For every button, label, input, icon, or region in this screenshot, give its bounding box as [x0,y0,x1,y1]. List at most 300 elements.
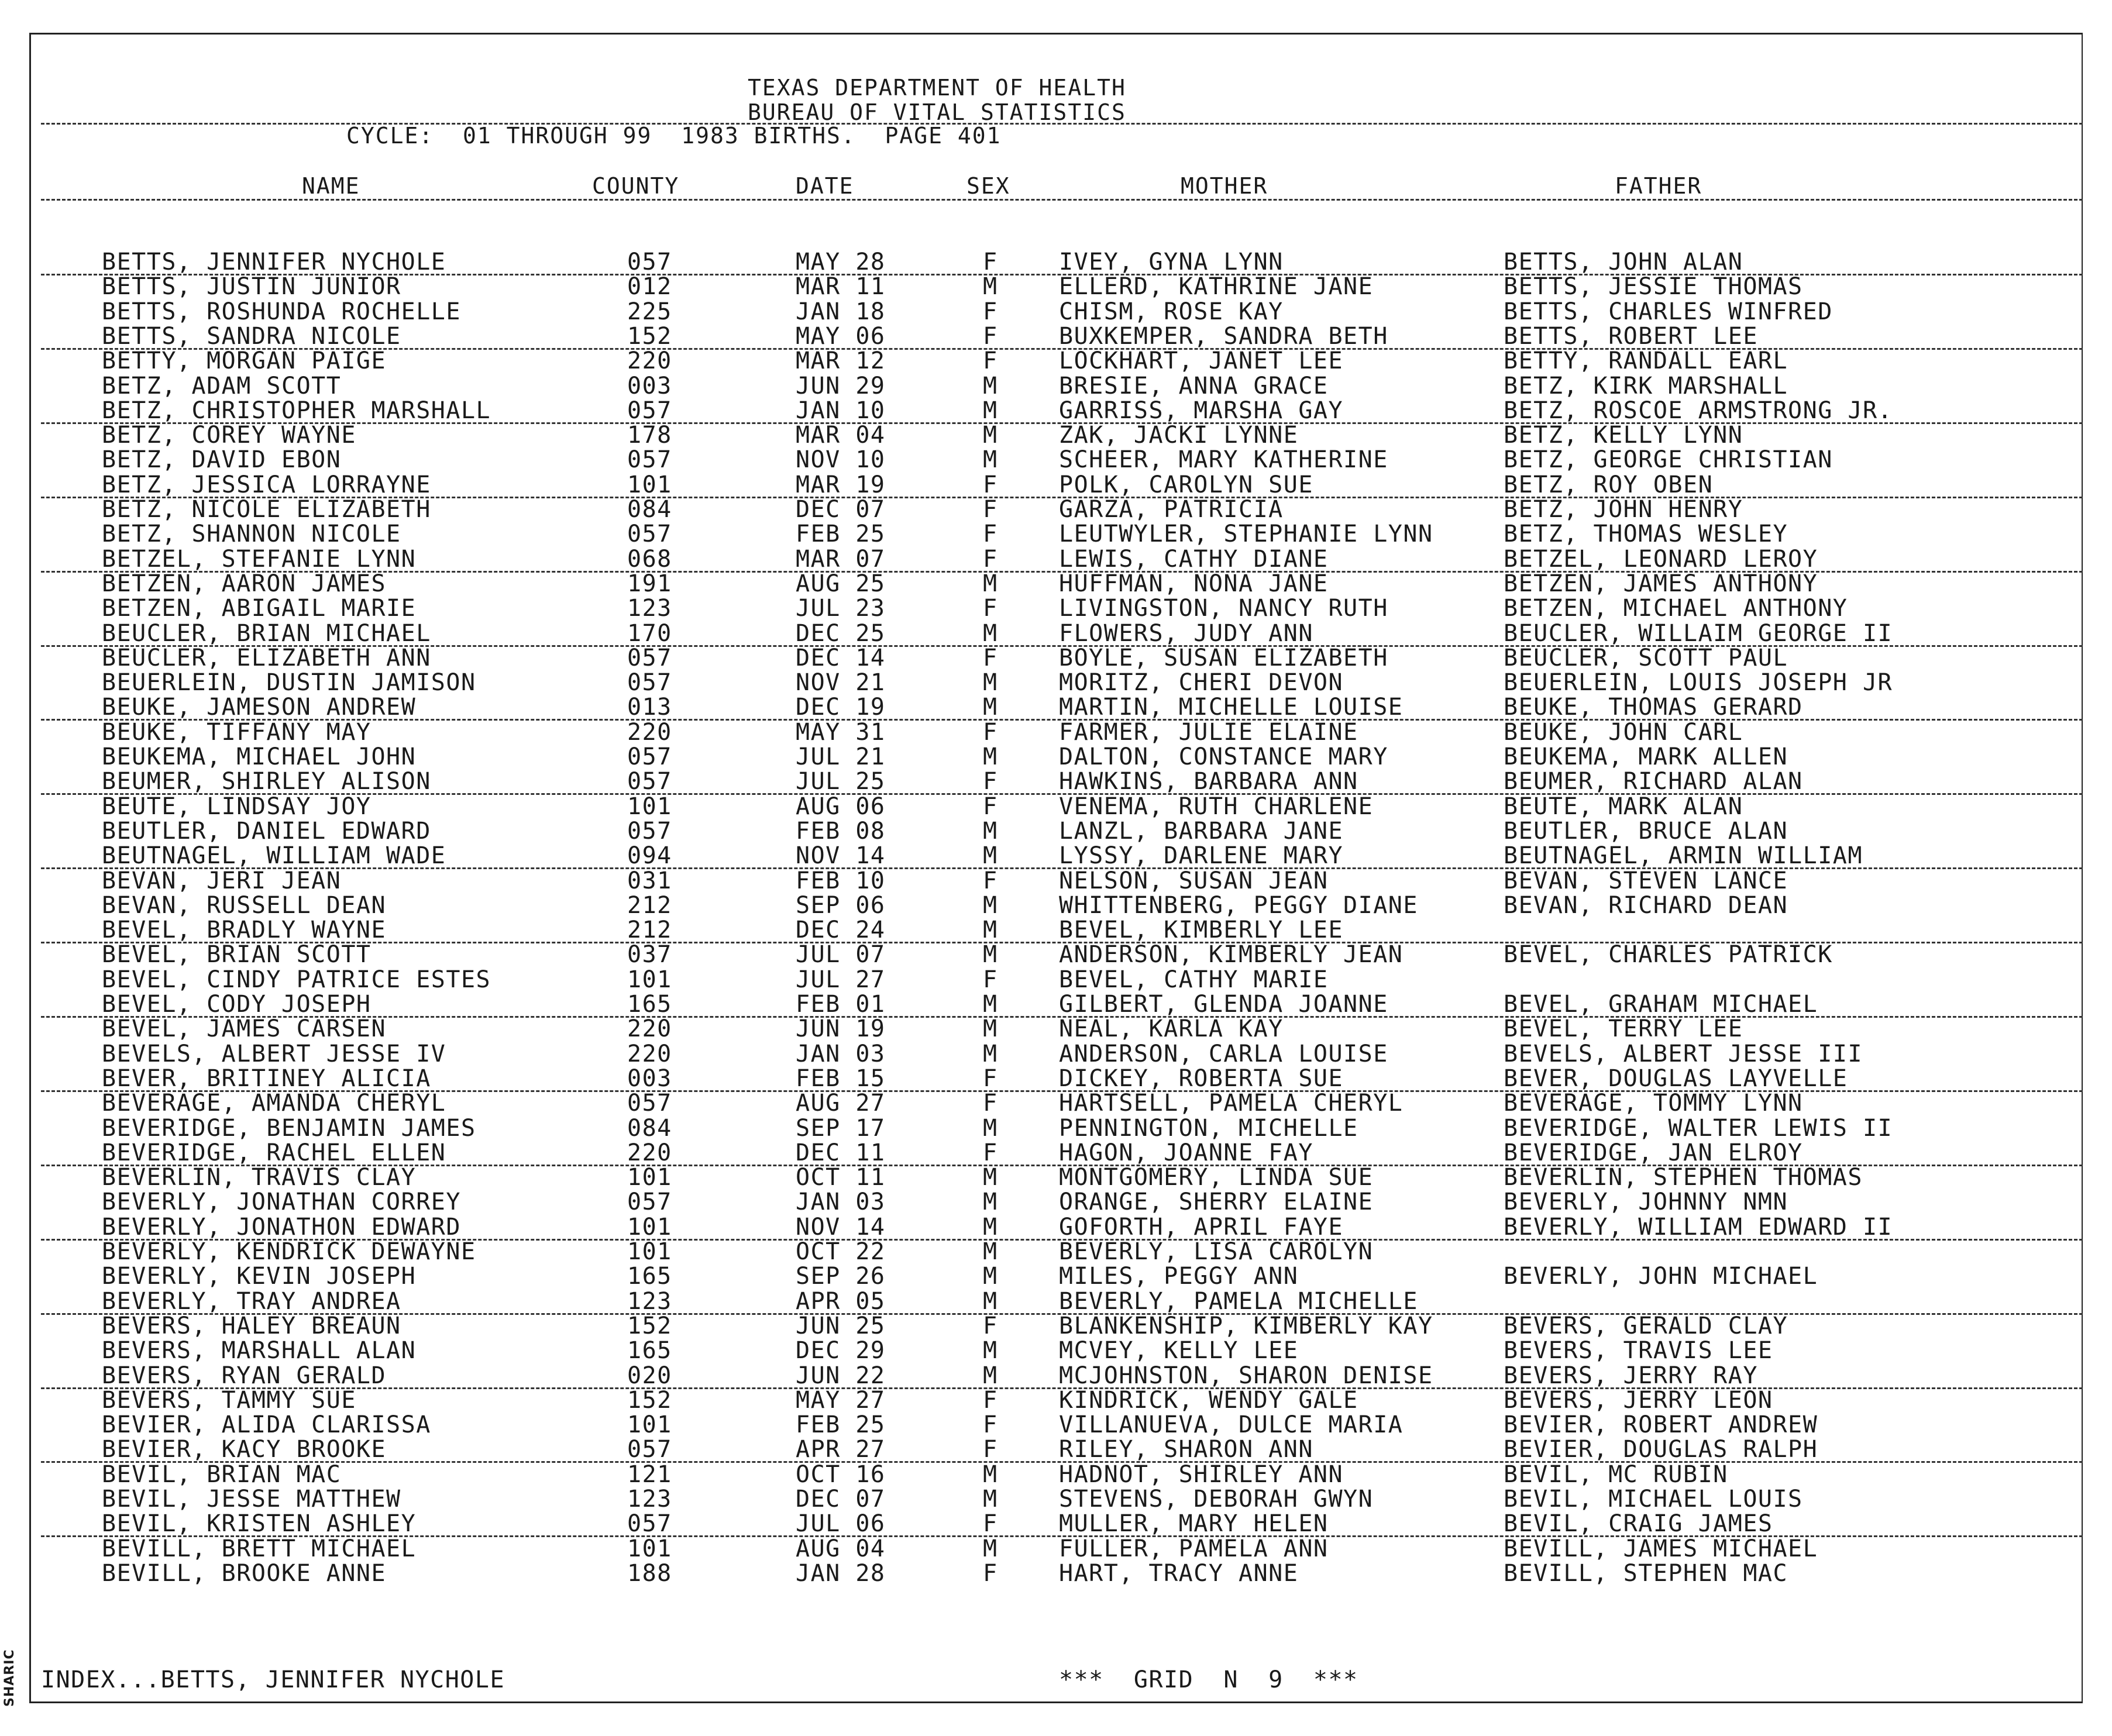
record-name: BETZ, NICOLE ELIZABETH [102,496,431,523]
record-sex: M [983,941,998,968]
record-date: JUL 25 [796,768,886,795]
record-county: 191 [627,570,672,597]
record-sex: F [983,966,998,993]
record-sex: M [983,991,998,1018]
record-father: BETTS, JOHN ALAN [1504,249,1743,275]
record-date: FEB 08 [796,818,886,845]
record-county: 003 [627,373,672,399]
record-county: 220 [627,1139,672,1166]
record-mother: ZAK, JACKI LYNNE [1059,422,1299,449]
record-mother: HADNOT, SHIRLEY ANN [1059,1461,1344,1488]
record-sex: F [983,496,998,523]
record-date: NOV 10 [796,446,886,473]
record-mother: LEUTWYLER, STEPHANIE LYNN [1059,521,1433,547]
record-date: MAY 06 [796,323,886,350]
record-mother: BEVEL, KIMBERLY LEE [1059,917,1344,943]
record-father: BEUCLER, WILLAIM GEORGE II [1504,620,1893,647]
record-father: BETZEL, LEONARD LEROY [1504,546,1818,573]
record-county: 057 [627,446,672,473]
record-name: BETZ, CHRISTOPHER MARSHALL [102,397,491,424]
record-county: 057 [627,397,672,424]
record-date: APR 05 [796,1288,886,1315]
record-date: JAN 10 [796,397,886,424]
record-mother: VENEMA, RUTH CHARLENE [1059,793,1374,820]
record-sex: F [983,471,998,498]
record-county: 225 [627,298,672,325]
record-date: MAR 07 [796,546,886,573]
record-date: FEB 15 [796,1065,886,1092]
col-date: DATE [796,173,854,199]
record-date: SEP 17 [796,1115,886,1142]
record-father: BETZ, JOHN HENRY [1504,496,1743,523]
record-mother: FLOWERS, JUDY ANN [1059,620,1313,647]
record-county: 020 [627,1362,672,1389]
record-name: BEVILL, BRETT MICHAEL [102,1535,417,1562]
record-county: 152 [627,1313,672,1339]
record-county: 057 [627,768,672,795]
record-sex: M [983,1461,998,1488]
record-county: 220 [627,1015,672,1042]
record-mother: PENNINGTON, MICHELLE [1059,1115,1358,1142]
record-mother: MULLER, MARY HELEN [1059,1510,1329,1537]
record-county: 101 [627,966,672,993]
record-date: OCT 16 [796,1461,886,1488]
record-name: BETTS, ROSHUNDA ROCHELLE [102,298,461,325]
record-date: JUN 25 [796,1313,886,1339]
record-mother: SCHEER, MARY KATHERINE [1059,446,1388,473]
record-sex: F [983,867,998,894]
record-sex: M [983,422,998,449]
record-name: BEUERLEIN, DUSTIN JAMISON [102,669,476,696]
record-mother: MORITZ, CHERI DEVON [1059,669,1344,696]
record-sex: M [983,397,998,424]
record-father: BEVEL, GRAHAM MICHAEL [1504,991,1818,1018]
record-sex: M [983,694,998,721]
record-name: BEVAN, RUSSELL DEAN [102,892,387,919]
record-name: BEUKE, TIFFANY MAY [102,719,372,746]
record-name: BEUCLER, ELIZABETH ANN [102,645,431,671]
record-date: FEB 25 [796,521,886,547]
record-name: BETZEN, ABIGAIL MARIE [102,595,417,622]
record-father: BEVERS, GERALD CLAY [1504,1313,1788,1339]
record-mother: STEVENS, DEBORAH GWYN [1059,1486,1374,1513]
record-mother: BLANKENSHIP, KIMBERLY KAY [1059,1313,1433,1339]
record-sex: M [983,1164,998,1191]
record-name: BETZEN, AARON JAMES [102,570,387,597]
record-mother: HUFFMAN, NONA JANE [1059,570,1329,597]
col-county: COUNTY [592,173,680,199]
record-county: 057 [627,521,672,547]
record-name: BEVEL, JAMES CARSEN [102,1015,387,1042]
record-name: BEUMER, SHIRLEY ALISON [102,768,431,795]
record-county: 101 [627,793,672,820]
record-name: BEVERS, HALEY BREAUN [102,1313,401,1339]
bureau-title: BUREAU OF VITAL STATISTICS [748,99,1126,125]
record-date: JUL 21 [796,743,886,770]
record-name: BETZ, JESSICA LORRAYNE [102,471,431,498]
record-sex: F [983,298,998,325]
record-date: MAY 28 [796,249,886,275]
record-name: BEUKE, JAMESON ANDREW [102,694,417,721]
record-county: 101 [627,1238,672,1265]
record-name: BEVERLY, KENDRICK DEWAYNE [102,1238,476,1265]
record-sex: F [983,1065,998,1092]
record-name: BEVERLY, KEVIN JOSEPH [102,1263,417,1290]
record-father: BEVERLY, JOHN MICHAEL [1504,1263,1818,1290]
record-father: BEVIER, DOUGLAS RALPH [1504,1436,1818,1463]
record-name: BEVERLY, TRAY ANDREA [102,1288,401,1315]
record-name: BEVEL, CINDY PATRICE ESTES [102,966,491,993]
record-date: MAR 04 [796,422,886,449]
record-county: 057 [627,818,672,845]
record-sex: M [983,917,998,943]
record-county: 057 [627,743,672,770]
record-county: 057 [627,1436,672,1463]
record-name: BEVIL, JESSE MATTHEW [102,1486,401,1513]
record-date: JUN 29 [796,373,886,399]
record-name: BEVEL, CODY JOSEPH [102,991,372,1018]
record-sex: F [983,347,998,374]
record-mother: ANDERSON, KIMBERLY JEAN [1059,941,1404,968]
record-father: BEVERAGE, TOMMY LYNN [1504,1090,1803,1117]
record-sex: M [983,1337,998,1364]
record-name: BEVERAGE, AMANDA CHERYL [102,1090,446,1117]
record-name: BEUTLER, DANIEL EDWARD [102,818,431,845]
record-father: BEVERLY, WILLIAM EDWARD II [1504,1214,1893,1241]
record-sex: F [983,1090,998,1117]
record-date: SEP 06 [796,892,886,919]
record-date: AUG 04 [796,1535,886,1562]
record-name: BEVERS, RYAN GERALD [102,1362,387,1389]
record-sex: M [983,743,998,770]
record-date: AUG 25 [796,570,886,597]
col-father: FATHER [1615,173,1702,199]
cycle-line: CYCLE: 01 THROUGH 99 1983 BIRTHS. PAGE 401 [346,123,1002,149]
record-name: BEVERS, TAMMY SUE [102,1387,356,1414]
record-sex: F [983,1411,998,1438]
col-mother: MOTHER [1181,173,1268,199]
record-sex: M [983,669,998,696]
record-date: JAN 03 [796,1041,886,1067]
record-date: AUG 27 [796,1090,886,1117]
record-father: BEVERS, TRAVIS LEE [1504,1337,1773,1364]
record-mother: HARTSELL, PAMELA CHERYL [1059,1090,1404,1117]
record-county: 068 [627,546,672,573]
record-date: JAN 28 [796,1560,886,1587]
record-mother: MILES, PEGGY ANN [1059,1263,1299,1290]
record-name: BEVERLY, JONATHAN CORREY [102,1189,461,1215]
record-county: 220 [627,719,672,746]
record-county: 152 [627,1387,672,1414]
record-sex: M [983,1535,998,1562]
record-sex: F [983,546,998,573]
record-sex: M [983,373,998,399]
record-county: 084 [627,1115,672,1142]
record-mother: FARMER, JULIE ELAINE [1059,719,1358,746]
record-father: BEVIL, MICHAEL LOUIS [1504,1486,1803,1513]
record-mother: CHISM, ROSE KAY [1059,298,1284,325]
record-mother: ANDERSON, CARLA LOUISE [1059,1041,1388,1067]
record-date: JUL 27 [796,966,886,993]
record-sex: M [983,842,998,869]
record-county: 057 [627,1189,672,1215]
record-father: BEVERS, JERRY LEON [1504,1387,1773,1414]
record-date: MAR 19 [796,471,886,498]
index-label: INDEX...BETTS, JENNIFER NYCHOLE [41,1666,505,1693]
record-father: BEVAN, RICHARD DEAN [1504,892,1788,919]
record-name: BEVERS, MARSHALL ALAN [102,1337,417,1364]
record-name: BETZ, COREY WAYNE [102,422,356,449]
record-county: 165 [627,1263,672,1290]
record-date: DEC 14 [796,645,886,671]
record-date: JAN 03 [796,1189,886,1215]
record-father: BEVELS, ALBERT JESSE III [1504,1041,1863,1067]
record-name: BETTS, JENNIFER NYCHOLE [102,249,446,275]
record-name: BEVAN, JERI JEAN [102,867,342,894]
record-father: BETZEN, MICHAEL ANTHONY [1504,595,1848,622]
side-stamp: SHARIC [2,1649,17,1707]
record-county: 057 [627,1090,672,1117]
record-mother: BEVERLY, LISA CAROLYN [1059,1238,1374,1265]
record-date: AUG 06 [796,793,886,820]
record-father: BEUCLER, SCOTT PAUL [1504,645,1788,671]
record-county: 220 [627,1041,672,1067]
record-sex: M [983,1041,998,1067]
record-name: BEVIER, ALIDA CLARISSA [102,1411,431,1438]
record-date: DEC 11 [796,1139,886,1166]
record-mother: BOYLE, SUSAN ELIZABETH [1059,645,1388,671]
record-name: BEVERIDGE, RACHEL ELLEN [102,1139,446,1166]
record-mother: ELLERD, KATHRINE JANE [1059,273,1374,300]
record-county: 123 [627,1288,672,1315]
record-mother: NEAL, KARLA KAY [1059,1015,1284,1042]
record-sex: F [983,719,998,746]
record-mother: HAGON, JOANNE FAY [1059,1139,1313,1166]
record-father: BEVERS, JERRY RAY [1504,1362,1758,1389]
record-county: 220 [627,347,672,374]
column-divider [41,199,2083,201]
record-father: BEUKE, THOMAS GERARD [1504,694,1803,721]
record-county: 094 [627,842,672,869]
record-date: DEC 07 [796,1486,886,1513]
record-county: 057 [627,1510,672,1537]
record-father: BEUERLEIN, LOUIS JOSEPH JR [1504,669,1893,696]
record-father: BEUMER, RICHARD ALAN [1504,768,1803,795]
record-name: BEVIL, KRISTEN ASHLEY [102,1510,417,1537]
record-date: JUN 22 [796,1362,886,1389]
record-father: BEUKEMA, MARK ALLEN [1504,743,1788,770]
record-name: BEVIL, BRIAN MAC [102,1461,342,1488]
record-father: BEVEL, TERRY LEE [1504,1015,1743,1042]
record-mother: KINDRICK, WENDY GALE [1059,1387,1358,1414]
record-county: 165 [627,1337,672,1364]
record-father: BETZ, ROSCOE ARMSTRONG JR. [1504,397,1893,424]
record-name: BEVEL, BRADLY WAYNE [102,917,387,943]
record-county: 165 [627,991,672,1018]
record-date: OCT 11 [796,1164,886,1191]
record-mother: GARRISS, MARSHA GAY [1059,397,1344,424]
record-mother: LANZL, BARBARA JANE [1059,818,1344,845]
record-date: DEC 07 [796,496,886,523]
record-sex: M [983,1189,998,1215]
record-name: BEVER, BRITINEY ALICIA [102,1065,431,1092]
record-county: 123 [627,1486,672,1513]
record-mother: NELSON, SUSAN JEAN [1059,867,1329,894]
record-county: 152 [627,323,672,350]
record-mother: MONTGOMERY, LINDA SUE [1059,1164,1374,1191]
record-mother: BRESIE, ANNA GRACE [1059,373,1329,399]
record-mother: HART, TRACY ANNE [1059,1560,1299,1587]
record-mother: LYSSY, DARLENE MARY [1059,842,1344,869]
record-sex: M [983,273,998,300]
record-sex: F [983,1313,998,1339]
record-date: DEC 29 [796,1337,886,1364]
record-date: JUL 07 [796,941,886,968]
record-name: BETZEL, STEFANIE LYNN [102,546,417,573]
record-sex: M [983,1486,998,1513]
record-county: 188 [627,1560,672,1587]
record-mother: POLK, CAROLYN SUE [1059,471,1313,498]
record-date: MAY 31 [796,719,886,746]
record-father: BETZ, ROY OBEN [1504,471,1714,498]
record-mother: LIVINGSTON, NANCY RUTH [1059,595,1388,622]
record-date: DEC 24 [796,917,886,943]
record-name: BETTY, MORGAN PAIGE [102,347,387,374]
record-sex: M [983,1214,998,1241]
agency-title: TEXAS DEPARTMENT OF HEALTH [748,75,1126,101]
record-father: BEVILL, JAMES MICHAEL [1504,1535,1818,1562]
record-date: NOV 14 [796,842,886,869]
record-father: BEVERIDGE, JAN ELROY [1504,1139,1803,1166]
record-sex: F [983,1387,998,1414]
record-sex: F [983,1139,998,1166]
record-father: BEVIL, MC RUBIN [1504,1461,1728,1488]
record-county: 057 [627,645,672,671]
record-date: DEC 25 [796,620,886,647]
record-father: BEVERIDGE, WALTER LEWIS II [1504,1115,1893,1142]
record-sex: M [983,1263,998,1290]
record-mother: HAWKINS, BARBARA ANN [1059,768,1358,795]
record-date: MAR 11 [796,273,886,300]
record-county: 057 [627,669,672,696]
record-mother: GILBERT, GLENDA JOANNE [1059,991,1388,1018]
record-county: 101 [627,1535,672,1562]
record-sex: M [983,1362,998,1389]
record-sex: F [983,249,998,275]
record-father: BETTY, RANDALL EARL [1504,347,1788,374]
record-date: NOV 14 [796,1214,886,1241]
record-sex: M [983,1015,998,1042]
record-date: FEB 01 [796,991,886,1018]
record-name: BETTS, SANDRA NICOLE [102,323,401,350]
record-mother: VILLANUEVA, DULCE MARIA [1059,1411,1404,1438]
record-father: BEUKE, JOHN CARL [1504,719,1743,746]
record-date: JUL 23 [796,595,886,622]
record-father: BETTS, CHARLES WINFRED [1504,298,1833,325]
record-date: OCT 22 [796,1238,886,1265]
record-father: BEVIL, CRAIG JAMES [1504,1510,1773,1537]
record-date: APR 27 [796,1436,886,1463]
record-date: SEP 26 [796,1263,886,1290]
record-date: NOV 21 [796,669,886,696]
record-father: BEUTNAGEL, ARMIN WILLIAM [1504,842,1863,869]
record-county: 178 [627,422,672,449]
record-father: BEUTE, MARK ALAN [1504,793,1743,820]
record-father: BEVEL, CHARLES PATRICK [1504,941,1833,968]
record-sex: F [983,645,998,671]
record-county: 123 [627,595,672,622]
record-mother: BUXKEMPER, SANDRA BETH [1059,323,1388,350]
record-sex: F [983,793,998,820]
record-mother: GARZA, PATRICIA [1059,496,1284,523]
record-father: BETZ, THOMAS WESLEY [1504,521,1788,547]
record-sex: M [983,1238,998,1265]
record-mother: GOFORTH, APRIL FAYE [1059,1214,1344,1241]
record-father: BEVILL, STEPHEN MAC [1504,1560,1788,1587]
record-county: 057 [627,249,672,275]
record-sex: F [983,1560,998,1587]
record-sex: M [983,620,998,647]
record-mother: RILEY, SHARON ANN [1059,1436,1313,1463]
record-father: BETTS, ROBERT LEE [1504,323,1758,350]
record-father: BEVERLIN, STEPHEN THOMAS [1504,1164,1863,1191]
record-mother: MCVEY, KELLY LEE [1059,1337,1299,1364]
record-mother: MARTIN, MICHELLE LOUISE [1059,694,1404,721]
record-name: BEUKEMA, MICHAEL JOHN [102,743,417,770]
record-sex: M [983,1115,998,1142]
record-sex: F [983,521,998,547]
col-name: NAME [302,173,360,199]
record-county: 101 [627,1214,672,1241]
record-date: DEC 19 [796,694,886,721]
record-sex: M [983,818,998,845]
record-name: BEUCLER, BRIAN MICHAEL [102,620,431,647]
record-county: 003 [627,1065,672,1092]
record-county: 101 [627,1411,672,1438]
record-county: 031 [627,867,672,894]
record-name: BETZ, SHANNON NICOLE [102,521,401,547]
record-father: BEVERLY, JOHNNY NMN [1504,1189,1788,1215]
record-sex: F [983,323,998,350]
record-county: 212 [627,892,672,919]
record-father: BEVER, DOUGLAS LAYVELLE [1504,1065,1848,1092]
col-sex: SEX [966,173,1010,199]
record-father: BEVAN, STEVEN LANCE [1504,867,1788,894]
record-county: 212 [627,917,672,943]
record-sex: M [983,1288,998,1315]
record-name: BETTS, JUSTIN JUNIOR [102,273,401,300]
record-name: BEVIER, KACY BROOKE [102,1436,387,1463]
record-name: BEVELS, ALBERT JESSE IV [102,1041,446,1067]
record-county: 170 [627,620,672,647]
record-father: BETZ, KIRK MARSHALL [1504,373,1788,399]
record-date: JUN 19 [796,1015,886,1042]
record-father: BETZ, GEORGE CHRISTIAN [1504,446,1833,473]
record-mother: BEVEL, CATHY MARIE [1059,966,1329,993]
record-father: BETZ, KELLY LYNN [1504,422,1743,449]
record-date: JAN 18 [796,298,886,325]
record-mother: FULLER, PAMELA ANN [1059,1535,1329,1562]
record-county: 084 [627,496,672,523]
record-county: 013 [627,694,672,721]
record-mother: LEWIS, CATHY DIANE [1059,546,1329,573]
record-date: FEB 25 [796,1411,886,1438]
record-sex: F [983,768,998,795]
record-county: 037 [627,941,672,968]
record-mother: DALTON, CONSTANCE MARY [1059,743,1388,770]
record-name: BEVERLIN, TRAVIS CLAY [102,1164,417,1191]
record-father: BEVIER, ROBERT ANDREW [1504,1411,1818,1438]
